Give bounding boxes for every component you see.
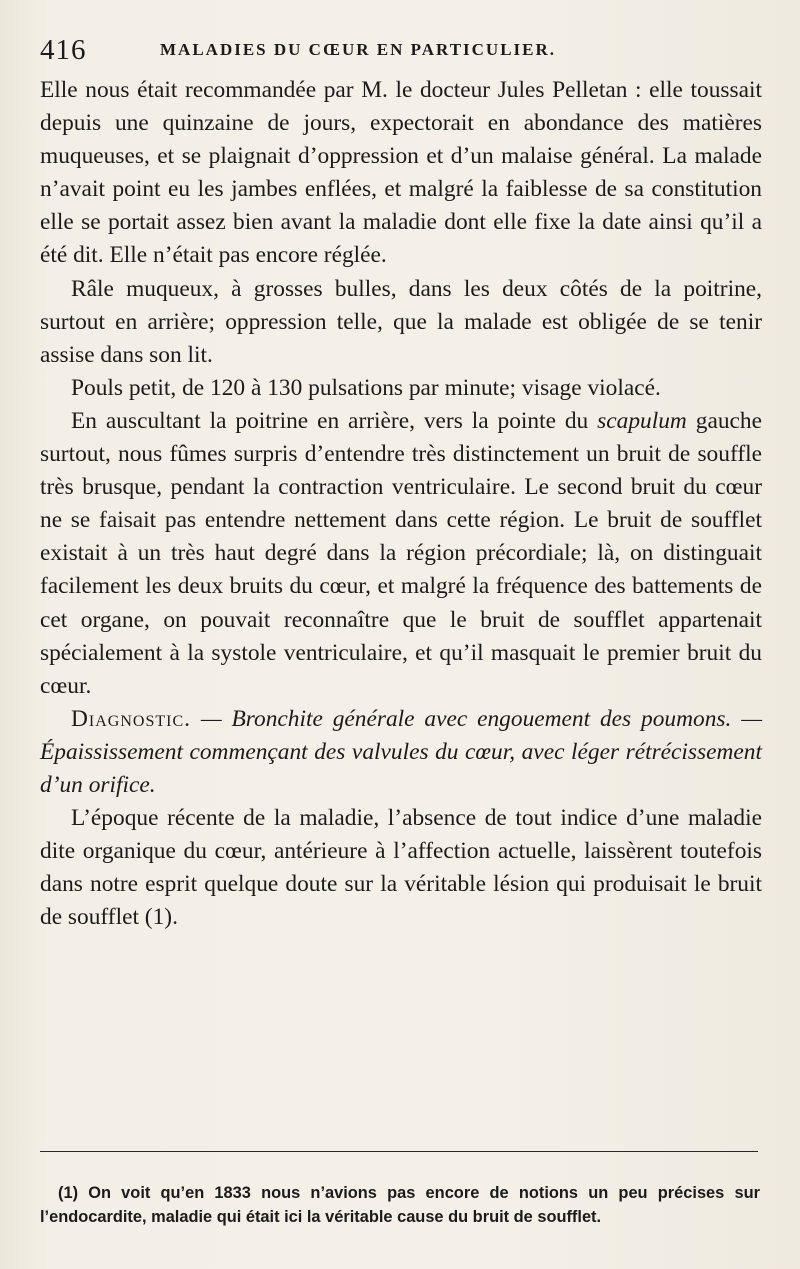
- diagnostic-label: Diagnostic.: [71, 705, 191, 732]
- paragraph-3: Pouls petit, de 120 à 130 pulsations par minute; visage violacé.: [71, 374, 661, 401]
- diagnostic-paragraph: [40, 703, 762, 802]
- running-title: MALADIES DU CŒUR EN PARTICULIER.: [160, 40, 557, 59]
- diagnostic-text: — Bronchite générale avec engouement des poumons. — Épaississement commençant des valvules du cœur, avec léger rétrécissement d’un orifice.: [40, 705, 762, 798]
- paragraph-6: L’époque récente de la maladie, l’absence de tout indice d’une maladie dite organique du cœur, antérieure à l’affection actuelle, laissèrent toutefois dans notre esprit quelque doute sur la véritable lésion qui produisait le bruit de soufflet (1).: [40, 805, 762, 931]
- scapulum-term: scapulum: [597, 407, 687, 434]
- paragraph-1: Elle nous était recommandée par M. le docteur Jules Pelletan : elle toussait depuis une quinzaine de jours, expectorait en abondance des matières muqueuses, et se plaignait d’oppression et d’un malaise général. La malade n’avait point eu les jambes enflées, et malgré la faiblesse de sa constitution elle se portait assez bien avant la maladie dont elle fixe la date ainsi qu’il a été dit. Elle n’était pas encore réglée.: [40, 77, 762, 269]
- page-number: 416: [40, 34, 87, 66]
- paragraph-2: Râle muqueux, à grosses bulles, dans les deux côtés de la poitrine, surtout en arrière; oppression telle, que la malade est obligée de se tenir assise dans son lit.: [40, 275, 762, 368]
- paragraph-4-start: En auscultant la poitrine en arrière, vers la pointe du: [71, 407, 598, 434]
- paragraph-4: [40, 405, 762, 703]
- paragraph-4-rest: gauche surtout, nous fûmes surpris d’entendre très distinctement un bruit de souffle très brusque, pendant la contraction ventriculaire. Le second bruit du cœur ne se faisait pas entendre nettement dans cette région. Le bruit de soufflet existait à un très haut degré dans la région précordiale; là, on distinguait facilement les deux bruits du cœur, et malgré la fréquence des battements de cet organe, on pouvait reconnaître que le bruit de soufflet appartenait spécialement à la systole ventriculaire, et qu’il masquait le premier bruit du cœur.: [40, 407, 762, 699]
- footnote-divider: [40, 1151, 758, 1152]
- body-text: [40, 74, 762, 934]
- footnote: [40, 1182, 760, 1229]
- footnote-text: (1) On voit qu’en 1833 nous n’avions pas encore de notions un peu précises sur l’endocardite, maladie qui était ici la véritable cause du bruit de soufflet.: [40, 1184, 760, 1226]
- running-head: [40, 34, 760, 64]
